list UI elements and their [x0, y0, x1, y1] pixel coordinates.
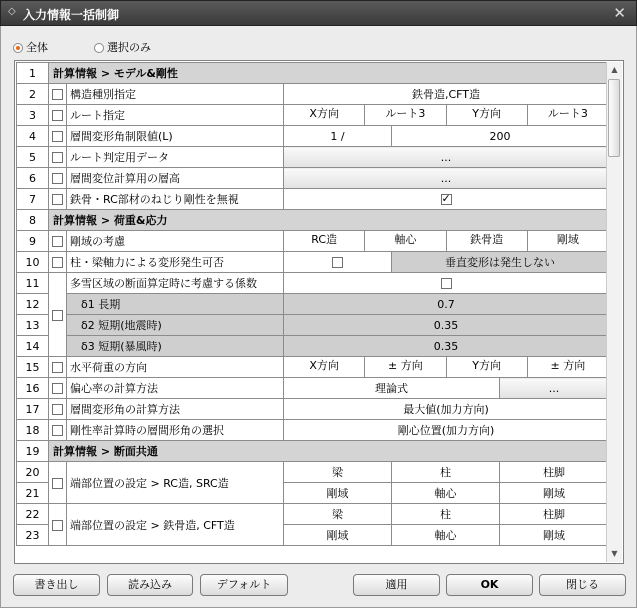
row-label: 水平荷重の方向: [67, 357, 284, 378]
row-number: 19: [17, 441, 49, 462]
row-checkbox-cell: [49, 462, 67, 504]
row-number: 11: [17, 273, 49, 294]
route-y-value[interactable]: ルート3: [547, 107, 588, 120]
drift-method-value[interactable]: 最大値(加力方向): [284, 399, 609, 420]
ok-button[interactable]: OK: [446, 574, 533, 596]
row-number: 9: [17, 231, 49, 252]
steel-end-base-header: 柱脚: [500, 504, 609, 525]
rc-end-column-value[interactable]: 軸心: [392, 483, 500, 504]
story-height-button[interactable]: ...: [284, 168, 609, 189]
table-row: [17, 252, 609, 273]
settings-table: [16, 62, 609, 546]
table-row: [17, 399, 609, 420]
steel-end-base-value[interactable]: 剛域: [500, 525, 609, 546]
table-row: [17, 105, 609, 126]
stiffness-drift-value[interactable]: 剛心位置(加力方向): [284, 420, 609, 441]
table-row: [17, 147, 609, 168]
drift-limit-value[interactable]: 200: [392, 126, 609, 147]
table-row: [17, 462, 609, 483]
ignore-torsion-cell: [284, 189, 609, 210]
row-checkbox-cell: [49, 252, 67, 273]
radio-all[interactable]: [13, 39, 48, 55]
row-number: 7: [17, 189, 49, 210]
load-y-label: Y方向: [447, 357, 528, 377]
table-row: [17, 336, 609, 357]
row-number: 3: [17, 105, 49, 126]
section-header: 計算情報 > 断面共通: [49, 441, 609, 462]
row-checkbox[interactable]: [52, 520, 63, 531]
table-row: [17, 84, 609, 105]
eccentricity-method-button[interactable]: ...: [500, 378, 609, 399]
scroll-down-icon[interactable]: ▼: [611, 549, 618, 558]
row-label: ルート指定: [67, 105, 284, 126]
row-label: 剛性率計算時の層間形角の選択: [67, 420, 284, 441]
row-number: 22: [17, 504, 49, 525]
row-label: 偏心率の計算方法: [67, 378, 284, 399]
snow-factor-cell: [284, 273, 609, 294]
route-x-dir: X方向: [284, 105, 365, 125]
rigid-steel-value[interactable]: 剛域: [556, 233, 579, 246]
delta3-value: 0.35: [284, 336, 609, 357]
row-number: 10: [17, 252, 49, 273]
row-number: 20: [17, 462, 49, 483]
load-x-label: X方向: [284, 357, 365, 377]
load-y-value[interactable]: ± 方向: [550, 359, 586, 372]
table-row: [17, 126, 609, 147]
rigid-zone-cells: [284, 231, 609, 252]
ignore-torsion-checkbox[interactable]: [441, 194, 452, 205]
radio-selected-label: 選択のみ: [107, 41, 151, 54]
row-checkbox[interactable]: [52, 425, 63, 436]
row-checkbox-cell: [49, 168, 67, 189]
row-number: 6: [17, 168, 49, 189]
eccentricity-method-value[interactable]: 理論式: [284, 378, 500, 399]
radio-all-dot[interactable]: [13, 43, 23, 53]
rc-end-column-header: 柱: [392, 462, 500, 483]
table-row: [17, 315, 609, 336]
load-direction-cells: [284, 357, 609, 378]
row-number: 14: [17, 336, 49, 357]
table-row: [17, 231, 609, 252]
row-number: 13: [17, 315, 49, 336]
row-checkbox-cell: [49, 189, 67, 210]
drift-limit-numerator: 1 /: [284, 126, 392, 147]
row-number: 4: [17, 126, 49, 147]
row-checkbox-cell: [49, 126, 67, 147]
row-label: 構造種別指定: [67, 84, 284, 105]
row-checkbox[interactable]: [52, 257, 63, 268]
radio-selected-only[interactable]: [94, 39, 151, 55]
rc-end-beam-header: 梁: [284, 462, 392, 483]
table-row: [17, 294, 609, 315]
settings-grid: [14, 60, 624, 564]
window-title: 入力情報一括制御: [23, 8, 120, 22]
row-checkbox-cell: [49, 378, 67, 399]
table-row: [17, 63, 609, 84]
row-label: 鉄骨・RC部材のねじり剛性を無視: [67, 189, 284, 210]
radio-selected-dot[interactable]: [94, 43, 104, 53]
row-number: 17: [17, 399, 49, 420]
rigid-rc-value[interactable]: 軸心: [365, 231, 446, 251]
section-header: 計算情報 > モデル&剛性: [49, 63, 609, 84]
row-checkbox[interactable]: [52, 89, 63, 100]
structure-type-value[interactable]: 鉄骨造,CFT造: [284, 84, 609, 105]
delta1-value: 0.7: [284, 294, 609, 315]
row-label: ルート判定用データ: [67, 147, 284, 168]
row-label: 層間変形角の計算方法: [67, 399, 284, 420]
table-row: [17, 504, 609, 525]
export-button[interactable]: 書き出し: [13, 574, 100, 596]
scroll-up-icon[interactable]: ▲: [611, 65, 618, 74]
row-label: 層間変位計算用の層高: [67, 168, 284, 189]
rc-end-base-value[interactable]: 剛域: [500, 483, 609, 504]
delta2-value: 0.35: [284, 315, 609, 336]
row-label: 層間変形角制限値(L): [67, 126, 284, 147]
load-x-value[interactable]: ± 方向: [365, 357, 446, 377]
row-number: 12: [17, 294, 49, 315]
row-checkbox-cell: [49, 420, 67, 441]
close-button[interactable]: 閉じる: [539, 574, 626, 596]
table-row: [17, 168, 609, 189]
title-bar: [0, 0, 637, 26]
row-label: 柱・梁軸力による変形発生可否: [67, 252, 284, 273]
row-checkbox-cell: [49, 147, 67, 168]
axial-deform-checkbox[interactable]: [332, 257, 343, 268]
row-label: 剛域の考慮: [67, 231, 284, 252]
row-number: 23: [17, 525, 49, 546]
row-checkbox[interactable]: [52, 173, 63, 184]
steel-end-column-value[interactable]: 軸心: [392, 525, 500, 546]
row-checkbox-cell: [49, 105, 67, 126]
row-checkbox-cell: [49, 399, 67, 420]
row-number: 18: [17, 420, 49, 441]
table-row: [17, 420, 609, 441]
table-row: [17, 378, 609, 399]
rigid-steel-label: 鉄骨造: [447, 231, 528, 251]
route-x-value[interactable]: ルート3: [365, 105, 446, 125]
row-checkbox-cell: [49, 231, 67, 252]
axial-deform-note: 垂直変形は発生しない: [392, 252, 609, 273]
row-checkbox[interactable]: [52, 478, 63, 489]
table-row: [17, 210, 609, 231]
row-number: 16: [17, 378, 49, 399]
row-checkbox-cell: [49, 357, 67, 378]
row-number: 8: [17, 210, 49, 231]
route-data-button[interactable]: ...: [284, 147, 609, 168]
steel-end-beam-header: 梁: [284, 504, 392, 525]
default-button[interactable]: デフォルト: [200, 574, 288, 596]
snow-factor-checkbox[interactable]: [441, 278, 452, 289]
radio-all-label: 全体: [26, 41, 48, 54]
table-row: [17, 357, 609, 378]
row-checkbox[interactable]: [52, 194, 63, 205]
close-icon[interactable]: ✕: [613, 4, 626, 22]
collapse-chevron-icon[interactable]: ◇: [8, 6, 16, 17]
table-row: [17, 189, 609, 210]
row-checkbox-cell: [49, 84, 67, 105]
row-checkbox[interactable]: [52, 236, 63, 247]
row-label: δ3 短期(暴風時): [67, 336, 284, 357]
row-number: 5: [17, 147, 49, 168]
import-button[interactable]: 読み込み: [107, 574, 193, 596]
route-y-dir: Y方向: [447, 105, 528, 125]
apply-button[interactable]: 適用: [353, 574, 440, 596]
row-label: 多雪区域の断面算定時に考慮する係数: [67, 273, 284, 294]
row-checkbox-cell: [49, 273, 67, 357]
vertical-scrollbar[interactable]: [606, 62, 622, 562]
row-checkbox[interactable]: [52, 404, 63, 415]
row-checkbox-cell: [49, 504, 67, 546]
row-label: 端部位置の設定 > 鉄骨造, CFT造: [67, 504, 284, 546]
table-row: [17, 441, 609, 462]
steel-end-beam-value[interactable]: 剛域: [284, 525, 392, 546]
row-label: δ1 長期: [67, 294, 284, 315]
row-checkbox[interactable]: [52, 310, 63, 321]
section-header: 計算情報 > 荷重&応力: [49, 210, 609, 231]
row-checkbox[interactable]: [52, 152, 63, 163]
row-number: 2: [17, 84, 49, 105]
row-label: δ2 短期(地震時): [67, 315, 284, 336]
row-number: 1: [17, 63, 49, 84]
table-row: [17, 273, 609, 294]
scrollbar-thumb[interactable]: [608, 79, 620, 157]
rc-end-base-header: 柱脚: [500, 462, 609, 483]
row-number: 21: [17, 483, 49, 504]
route-cells: [284, 105, 609, 126]
steel-end-column-header: 柱: [392, 504, 500, 525]
rigid-rc-label: RC造: [284, 231, 365, 251]
row-label: 端部位置の設定 > RC造, SRC造: [67, 462, 284, 504]
row-checkbox[interactable]: [52, 110, 63, 121]
axial-deform-cell: [284, 252, 392, 273]
row-checkbox[interactable]: [52, 383, 63, 394]
rc-end-beam-value[interactable]: 剛域: [284, 483, 392, 504]
row-checkbox[interactable]: [52, 362, 63, 373]
row-number: 15: [17, 357, 49, 378]
row-checkbox[interactable]: [52, 131, 63, 142]
